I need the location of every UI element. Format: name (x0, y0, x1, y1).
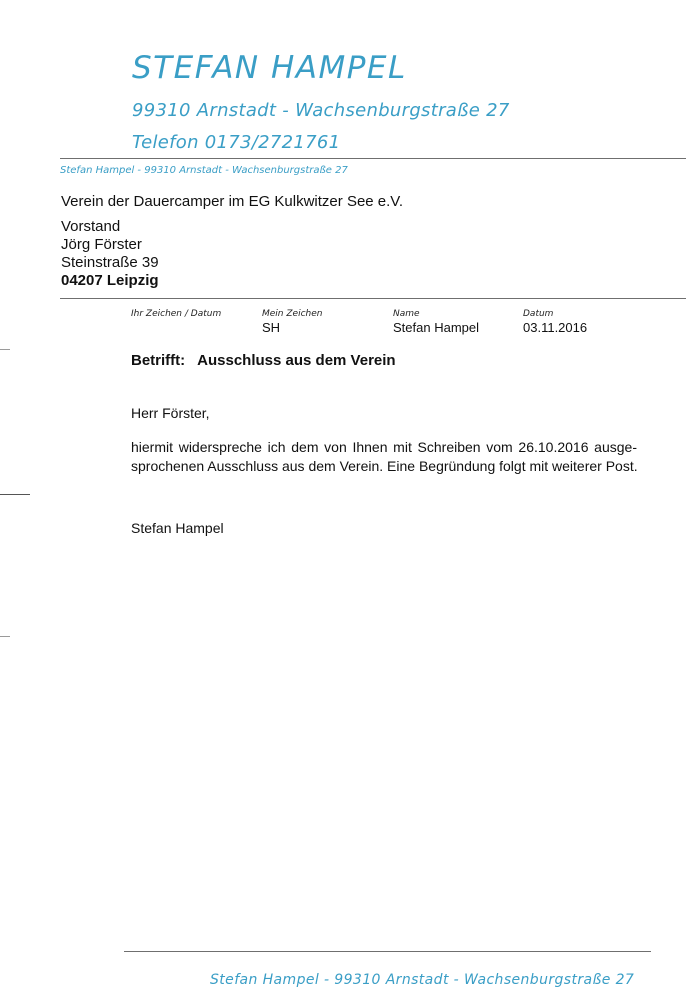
datum-label: Datum (523, 309, 554, 319)
recipient-department: Vorstand (61, 218, 121, 235)
subject-label: Betrifft: (131, 352, 186, 369)
subject-line (131, 352, 396, 369)
salutation: Herr Förster, (131, 405, 210, 421)
recipient-person: Jörg Förster (61, 236, 142, 253)
recipient-street: Steinstraße 39 (61, 254, 159, 271)
sender-return-line: Stefan Hampel - 99310 Arnstadt - Wachsenburgstraße 27 (60, 165, 348, 176)
recipient-city: 04207 Leipzig (61, 272, 159, 289)
letterhead-name: STEFAN HAMPEL (132, 50, 407, 86)
reference-rule (60, 298, 686, 299)
footer-rule (124, 951, 651, 952)
footer-address: Stefan Hampel - 99310 Arnstadt - Wachsenburgstraße 27 (210, 972, 635, 988)
fold-mark-bottom (0, 636, 10, 637)
subject-text: Ausschluss aus dem Verein (197, 352, 396, 369)
body-line-1: hiermit widerspreche ich dem von Ihnen mit Schreiben vom 26.10.2016 ausge- (131, 439, 637, 455)
body-line-2: sprochenen Ausschluss aus dem Verein. Eine Begründung folgt mit weiterer Post. (131, 458, 638, 474)
mein-zeichen-value: SH (262, 320, 281, 335)
signature: Stefan Hampel (131, 520, 224, 536)
fold-mark-top (0, 349, 10, 350)
letterhead-phone: Telefon 0173/2721761 (132, 132, 341, 153)
datum-value: 03.11.2016 (523, 320, 588, 335)
name-label: Name (393, 309, 420, 319)
name-value: Stefan Hampel (393, 320, 479, 335)
mein-zeichen-label: Mein Zeichen (262, 309, 323, 319)
ihr-zeichen-label: Ihr Zeichen / Datum (131, 309, 222, 319)
recipient-organization: Verein der Dauercamper im EG Kulkwitzer See e.V. (61, 193, 404, 210)
body-paragraph (131, 438, 637, 476)
letterhead-address: 99310 Arnstadt - Wachsenburgstraße 27 (132, 100, 510, 121)
letterhead-rule (60, 158, 686, 159)
punch-mark (0, 494, 30, 495)
